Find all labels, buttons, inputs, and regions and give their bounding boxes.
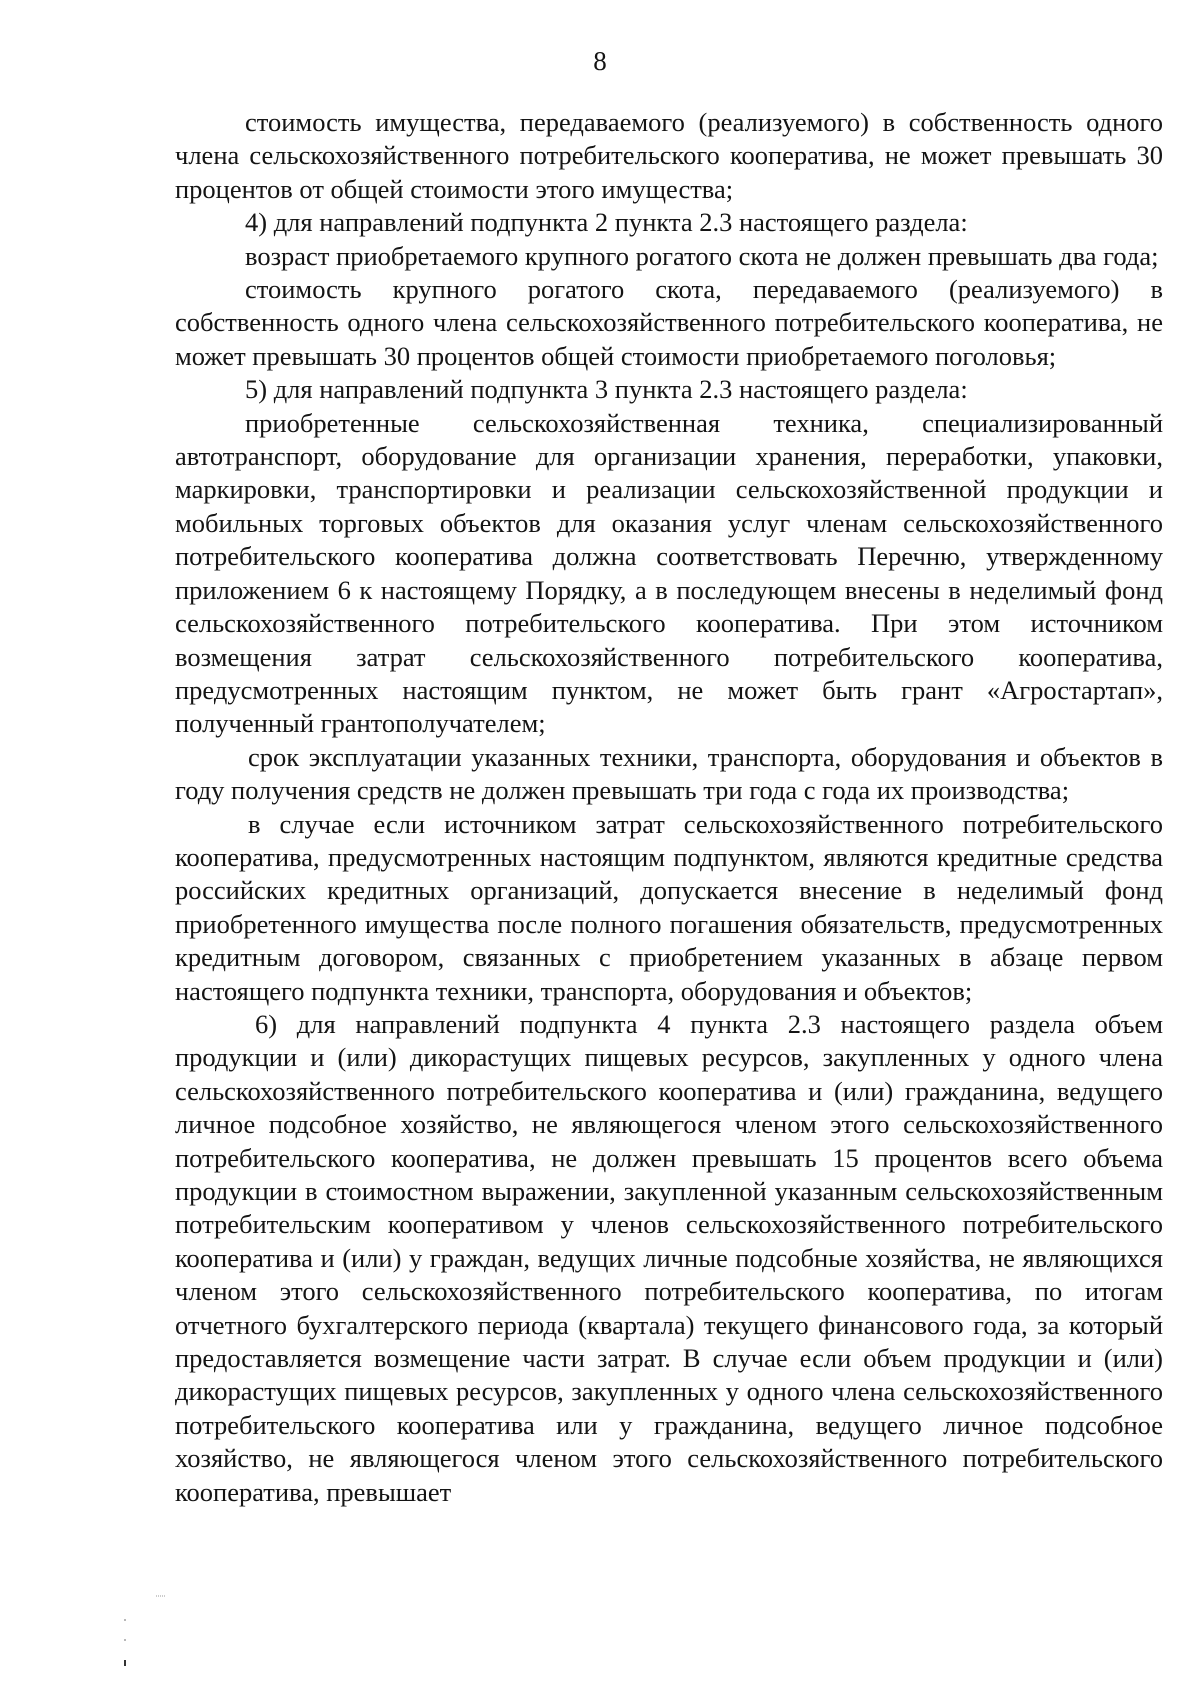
document-body [175, 106, 1163, 1509]
paragraph: приобретенные сельскохозяйственная техника, специализированный автотранспорт, оборудование для организации хранения, переработки, упаковки, маркировки, транспортировки и реализации сельскохозяйственной продукции и мобильных торговых объектов для оказания услуг членам сельскохозяйственного потребительского кооператива должна соответствовать Перечню, утвержденному приложением 6 к настоящему Порядку, а в последующем внесены в неделимый фонд сельскохозяйственного потребительского кооператива. При этом источником возмещения затрат сельскохозяйственного потребительского кооператива, предусмотренных настоящим пунктом, не может быть грант «Агростартап», полученный грантополучателем; [175, 407, 1163, 739]
paragraph: стоимость крупного рогатого скота, передаваемого (реализуемого) в собственность одного члена сельскохозяйственного потребительского кооператива, не может превышать 30 процентов общей стоимости приобретаемого поголовья; [175, 274, 1163, 371]
paragraph: 6) для направлений подпункта 4 пункта 2.3 настоящего раздела объем продукции и (или) дикорастущих пищевых ресурсов, закупленных у одного члена сельскохозяйственного потребительского кооператива и (или) гражданина, ведущего личное подсобное хозяйство, не являющегося членом этого сельскохозяйственного потребительского кооператива, не должен превышать 15 процентов всего объема продукции в стоимостном выражении, закупленной указанным сельскохозяйственным потребительским кооперативом у членов сельскохозяйственного потребительского кооператива и (или) у граждан, ведущих личные подсобные хозяйства, не являющихся членом этого сельскохозяйственного потребительского кооператива, по итогам отчетного бухгалтерского периода (квартала) текущего финансового года, за который предоставляется возмещение части затрат. В случае если объем продукции и (или) дикорастущих пищевых ресурсов, закупленных у одного члена сельскохозяйственного потребительского кооператива или у гражданина, ведущего личное подсобное хозяйство, не являющегося членом этого сельскохозяйственного потребительского кооператива, превышает [175, 1008, 1163, 1507]
paragraph: стоимость имущества, передаваемого (реализуемого) в собственность одного члена сельскохозяйственного потребительского кооператива, не может превышать 30 процентов от общей стоимости этого имущества; [175, 107, 1163, 204]
paragraph: возраст приобретаемого крупного рогатого скота не должен превышать два года; [245, 240, 1159, 271]
paragraph: в случае если источником затрат сельскохозяйственного потребительского кооператива, предусмотренных настоящим подпунктом, являются кредитные средства российских кредитных организаций, допускается внесение в неделимый фонд приобретенного имущества после полного погашения обязательств, предусмотренных кредитным договором, связанных с приобретением указанных в абзаце первом настоящего подпункта техники, транспорта, оборудования и объектов; [175, 808, 1163, 1006]
paragraph: срок эксплуатации указанных техники, транспорта, оборудования и объектов в году получения средств не должен превышать три года с года их производства; [175, 741, 1163, 806]
paragraph: 5) для направлений подпункта 3 пункта 2.3 настоящего раздела: [245, 374, 968, 405]
paragraph: 4) для направлений подпункта 2 пункта 2.3 настоящего раздела: [245, 207, 968, 238]
scan-margin-marks [116, 1590, 166, 1690]
page-number: 8 [593, 46, 607, 76]
